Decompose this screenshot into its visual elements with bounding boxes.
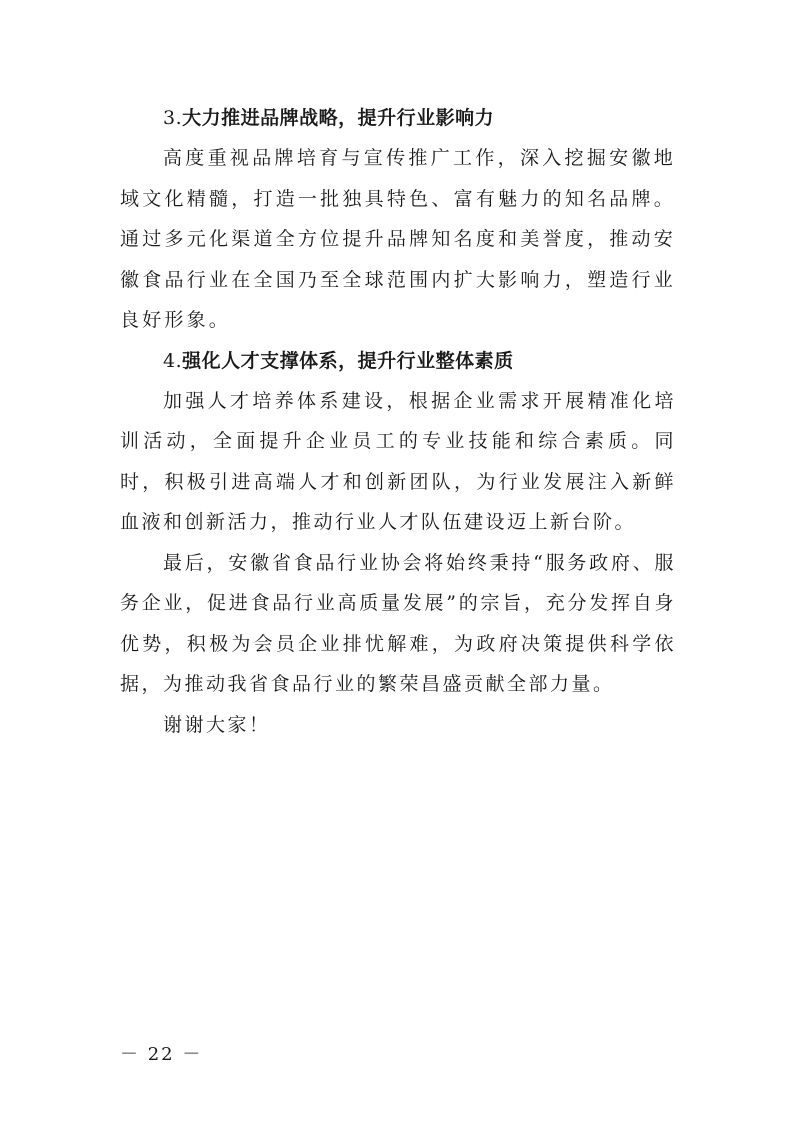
section-3-title: 大力推进品牌战略，提升行业影响力 — [182, 107, 495, 129]
section-3-heading — [120, 98, 676, 138]
section-4-heading — [120, 341, 676, 381]
page-number: － 22 － — [120, 1044, 203, 1065]
section-4-paragraph: 加强人才培养体系建设，根据企业需求开展精准化培训活动，全面提升企业员工的专业技能和综合素质。同时，积极引进高端人才和创新团队，为行业发展注入新鲜血液和创新活力，推动行业人才队伍建设迈上新台阶。 — [120, 389, 676, 533]
section-4-number: 4. — [163, 349, 183, 372]
thanks-line: 谢谢大家！ — [163, 713, 271, 736]
document-body — [120, 98, 676, 745]
section-4-title: 强化人才支撑体系，提升行业整体素质 — [182, 349, 514, 372]
section-3-paragraph: 高度重视品牌培育与宣传推广工作，深入挖掘安徽地域文化精髓，打造一批独具特色、富有魅力的知名品牌。通过多元化渠道全方位提升品牌知名度和美誉度，推动安徽食品行业在全国乃至全球范围内扩大影响力，塑造行业良好形象。 — [120, 147, 676, 331]
closing-paragraph: 最后，安徽省食品行业协会将始终秉持“服务政府、服务企业，促进食品行业高质量发展”的宗旨，充分发挥自身优势，积极为会员企业排忧解难，为政府决策提供科学依据，为推动我省食品行业的繁荣昌盛贡献全部力量。 — [120, 551, 676, 695]
section-3-number: 3. — [163, 107, 183, 129]
